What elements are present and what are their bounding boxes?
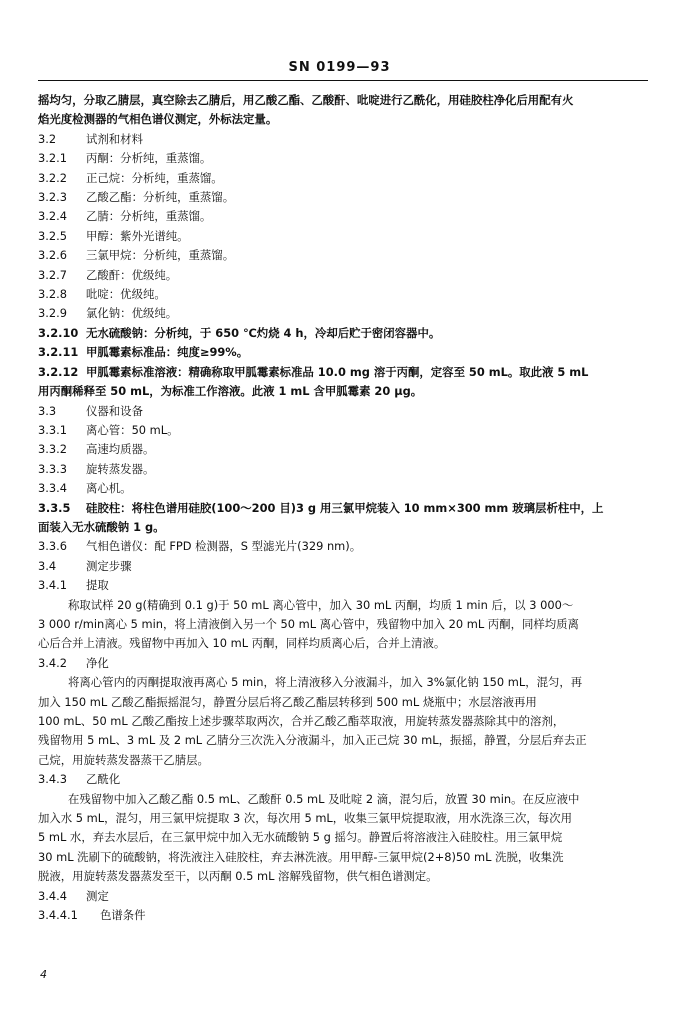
reagent-item: 3.2.4 乙腈：分析纯，重蒸馏。 xyxy=(38,209,212,224)
reagent-item: 3.2.2 正己烷：分析纯，重蒸馏。 xyxy=(38,170,223,185)
procedure-text: 己烷，用旋转蒸发器蒸干乙腈层。 xyxy=(38,752,209,767)
subsection-heading: 3.4.3 乙酰化 xyxy=(38,772,121,787)
procedure-text: 3 000 r/min离心 5 min，将上清液倒入另一个 50 mL 离心管中，残留物中加入 20 mL 丙酮，同样均质离 xyxy=(38,616,579,631)
procedure-text: 加入水 5 mL，混匀，用三氯甲烷提取 3 次，每次用 5 mL，收集三氯甲烷提取液，用水洗涤三次，每次用 xyxy=(38,811,572,826)
standard-number: SN 0199—93 xyxy=(288,60,391,75)
apparatus-item: 3.3.6 气相色谱仪：配 FPD 检测器，S 型滤光片(329 nm)。 xyxy=(38,539,362,554)
page-number: 4 xyxy=(40,968,47,981)
procedure-text: 心后合并上清液。残留物中再加入 10 mL 丙酮，同样均质离心后，合并上清液。 xyxy=(38,636,446,651)
procedure-text: 称取试样 20 g(精确到 0.1 g)于 50 mL 离心管中，加入 30 mL 丙酮，均质 1 min 后，以 3 000～ xyxy=(68,597,574,612)
reagent-item: 3.2.8 吡啶：优级纯。 xyxy=(38,287,166,302)
procedure-text: 将离心管内的丙酮提取液再离心 5 min，将上清液移入分液漏斗，加入 3%氯化钠 150 mL，混匀，再 xyxy=(68,675,583,690)
reagent-item: 3.2.7 乙酸酐：优级纯。 xyxy=(38,267,178,282)
apparatus-item: 3.3.3 旋转蒸发器。 xyxy=(38,461,155,476)
procedure-text: 脱液，用旋转蒸发器蒸发至干，以丙酮 0.5 mL 溶解残留物，供气相色谱测定。 xyxy=(38,869,438,884)
section-heading: 3.4 测定步骤 xyxy=(38,558,132,573)
reagent-item: 3.2.1 丙酮：分析纯，重蒸馏。 xyxy=(38,151,212,166)
procedure-text: 5 mL 水，弃去水层后，在三氯甲烷中加入无水硫酸钠 5 g 摇匀。静置后将溶液注入硅胶柱。用三氯甲烷 xyxy=(38,830,563,845)
reagent-item: 3.2.11 甲胍霉素标准品：纯度≥99%。 xyxy=(38,345,249,360)
subsection-heading: 3.4.1 提取 xyxy=(38,578,109,593)
section-heading: 3.3 仪器和设备 xyxy=(38,403,143,418)
reagent-item: 3.2.3 乙酸乙酯：分析纯，重蒸馏。 xyxy=(38,190,235,205)
procedure-text: 100 mL、50 mL 乙酸乙酯按上述步骤萃取两次，合并乙酸乙酯萃取液，用旋转蒸发器蒸除其中的溶剂， xyxy=(38,714,565,728)
reagent-item: 3.2.9 氯化钠：优级纯。 xyxy=(38,306,178,321)
reagent-item: 3.2.10 无水硫酸钠：分析纯，于 650 ℃灼烧 4 h，冷却后贮于密闭容器中。 xyxy=(38,325,441,340)
header-rule xyxy=(38,80,648,81)
apparatus-item: 3.3.2 高速均质器。 xyxy=(38,442,155,457)
intro-line: 摇均匀，分取乙腈层，真空除去乙腈后，用乙酸乙酯、乙酸酐、吡啶进行乙酰化，用硅胶柱净化后用配有火 xyxy=(38,93,574,107)
reagent-item: 3.2.5 甲醇：紫外光谱纯。 xyxy=(38,228,189,243)
intro-line: 焰光度检测器的气相色谱仪测定，外标法定量。 xyxy=(38,112,278,127)
subsection-heading: 3.4.4.1 色谱条件 xyxy=(38,908,146,923)
reagent-item-continuation: 用丙酮稀释至 50 mL，为标准工作溶液。此液 1 mL 含甲胍霉素 20 μg。 xyxy=(38,384,423,399)
apparatus-item-continuation: 面装入无水硫酸钠 1 g。 xyxy=(38,519,165,534)
subsection-heading: 3.4.4 测定 xyxy=(38,888,109,903)
procedure-text: 加入 150 mL 乙酸乙酯振摇混匀，静置分层后将乙酸乙酯层转移到 500 mL 烧瓶中；水层溶液再用 xyxy=(38,694,537,709)
page-body xyxy=(38,91,650,925)
section-heading: 3.2 试剂和材料 xyxy=(38,131,143,146)
apparatus-item: 3.3.4 离心机。 xyxy=(38,481,132,496)
subsection-heading: 3.4.2 净化 xyxy=(38,655,109,670)
reagent-item: 3.2.6 三氯甲烷：分析纯，重蒸馏。 xyxy=(38,248,235,263)
procedure-text: 30 mL 洗刷下的硫酸钠，将洗液注入硅胶柱，弃去淋洗液。用甲醇-三氯甲烷(2+8)50 mL 洗脱，收集洗 xyxy=(38,849,564,864)
apparatus-item: 3.3.1 离心管：50 mL。 xyxy=(38,422,179,437)
reagent-item: 3.2.12 甲胍霉素标准溶液：精确称取甲胍霉素标准品 10.0 mg 溶于丙酮，定容至 50 mL。取此液 5 mL xyxy=(38,364,589,379)
procedure-text: 在残留物中加入乙酸乙酯 0.5 mL、乙酸酐 0.5 mL 及吡啶 2 滴，混匀后，放置 30 min。在反应液中 xyxy=(68,791,580,806)
apparatus-item: 3.3.5 硅胶柱：将柱色谱用硅胶(100～200 目)3 g 用三氯甲烷装入 10 mm×300 mm 玻璃层析柱中，上 xyxy=(38,500,604,515)
procedure-text: 残留物用 5 mL、3 mL 及 2 mL 乙腈分三次洗入分液漏斗，加入正己烷 30 mL，振摇，静置，分层后弃去正 xyxy=(38,733,587,748)
